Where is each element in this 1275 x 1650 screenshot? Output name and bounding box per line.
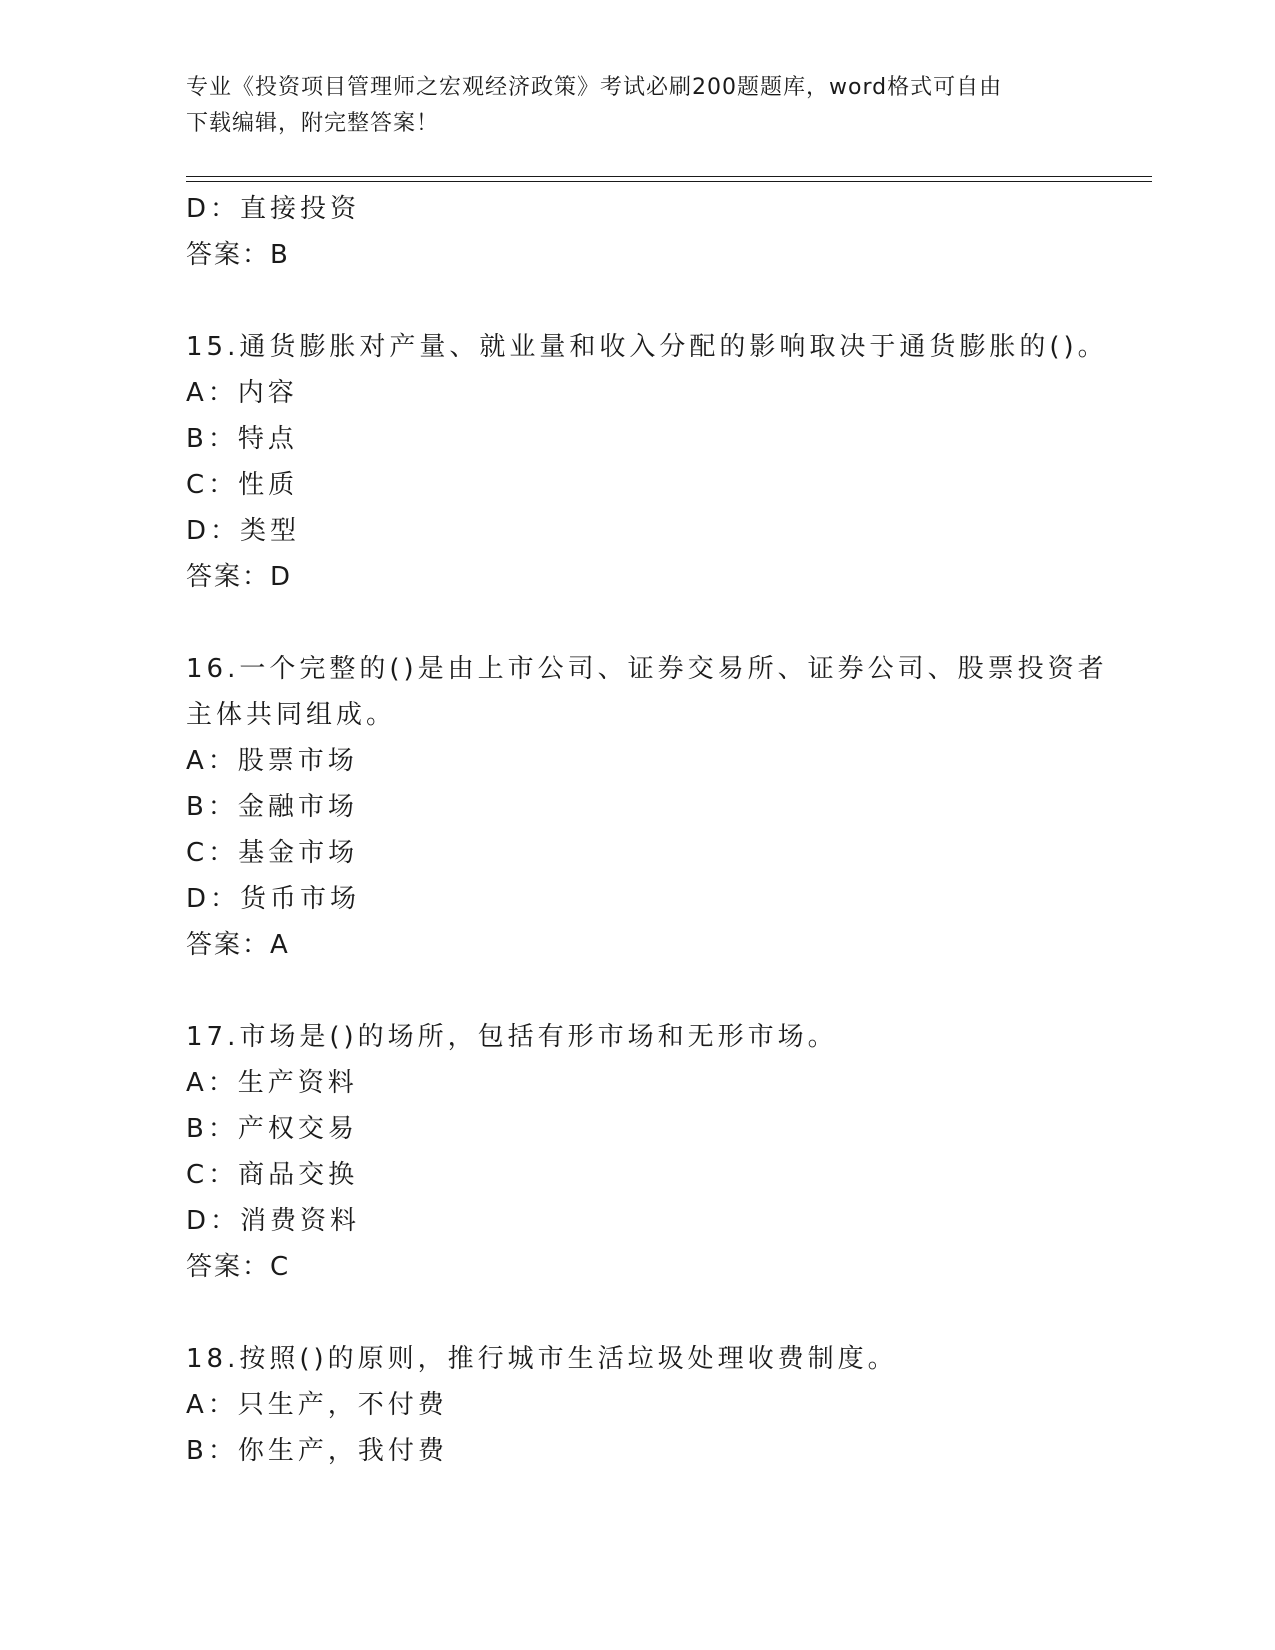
answer-line: 答案：D <box>186 562 293 592</box>
option-c: C：基金市场 <box>186 838 359 868</box>
option-d: D：类型 <box>186 516 301 546</box>
header-rule-top <box>186 176 1152 177</box>
question-18 <box>186 1336 1116 1474</box>
question-16 <box>186 646 1116 968</box>
option-a: A：股票市场 <box>186 746 358 776</box>
option-a: A：生产资料 <box>186 1068 358 1098</box>
question-15 <box>186 324 1116 600</box>
answer-line: 答案：C <box>186 1252 291 1282</box>
option-c: C：性质 <box>186 470 299 500</box>
option-a: A：内容 <box>186 378 298 408</box>
header-line-1: 专业《投资项目管理师之宏观经济政策》考试必刷200题题库，word格式可自由 <box>186 75 1003 100</box>
option-d: D：直接投资 <box>186 194 361 224</box>
document-header <box>186 70 1066 142</box>
spacer <box>186 600 1116 646</box>
option-b: B：金融市场 <box>186 792 358 822</box>
option-b: B：产权交易 <box>186 1114 358 1144</box>
question-list <box>186 186 1116 1474</box>
spacer <box>186 1290 1116 1336</box>
option-c: C：商品交换 <box>186 1160 359 1190</box>
spacer <box>186 278 1116 324</box>
question-stem: 18.按照()的原则，推行城市生活垃圾处理收费制度。 <box>186 1344 898 1374</box>
option-d: D：货币市场 <box>186 884 361 914</box>
question-17 <box>186 1014 1116 1290</box>
question-stem: 15.通货膨胀对产量、就业量和收入分配的影响取决于通货膨胀的()。 <box>186 332 1108 362</box>
header-rule-bottom <box>186 181 1152 182</box>
option-b: B：你生产，我付费 <box>186 1436 448 1466</box>
header-line-2: 下载编辑，附完整答案！ <box>186 111 440 136</box>
spacer <box>186 968 1116 1014</box>
option-b: B：特点 <box>186 424 298 454</box>
answer-line: 答案：B <box>186 240 290 270</box>
option-d: D：消费资料 <box>186 1206 361 1236</box>
question-stem: 17.市场是()的场所，包括有形市场和无形市场。 <box>186 1022 838 1052</box>
answer-line: 答案：A <box>186 930 290 960</box>
question-stem-line-1: 16.一个完整的()是由上市公司、证券交易所、证券公司、股票投资者 <box>186 654 1108 684</box>
option-a: A：只生产，不付费 <box>186 1390 448 1420</box>
question-stem-line-2: 主体共同组成。 <box>186 700 397 730</box>
